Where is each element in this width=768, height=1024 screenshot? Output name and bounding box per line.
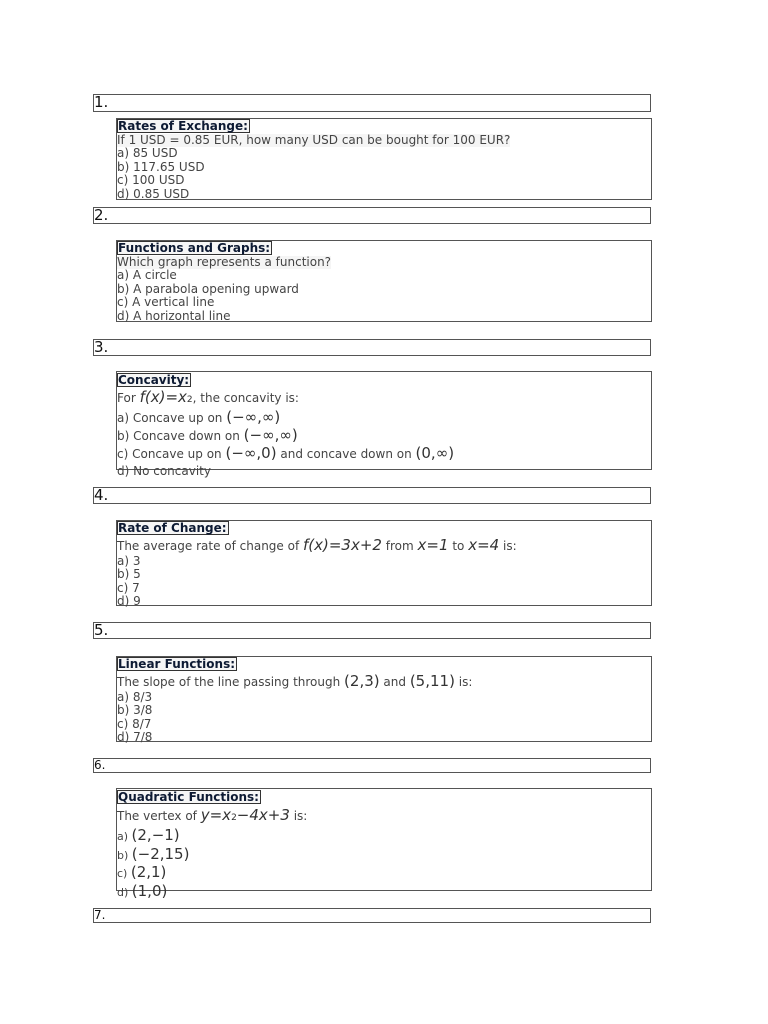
question-number-box-3 [93, 339, 651, 356]
math-expression: (5,11) [409, 671, 455, 690]
math-expression: (0,∞) [415, 444, 455, 462]
math-expression: (2,−1) [131, 826, 180, 844]
question-prompt: Which graph represents a function? [117, 254, 332, 269]
question-number-box-7 [93, 908, 651, 923]
option-b: b) 3/8 [117, 703, 153, 717]
option-b: b) 5 [117, 567, 141, 581]
option-c: c) 100 USD [117, 173, 185, 187]
option-a: a) (2,−1) [117, 826, 180, 844]
option-d: d) 7/8 [117, 730, 153, 744]
math-expression: f(x)=x2 [139, 388, 193, 406]
option-a: a) 3 [117, 553, 141, 568]
math-expression: (1,0) [131, 881, 168, 900]
option-c: c) 7 [117, 580, 140, 595]
math-expression: (2,3) [344, 671, 380, 690]
math-expression: (−∞,∞) [243, 426, 298, 444]
math-expression: y=x2−4x+3 [200, 805, 290, 824]
option-d: d) 0.85 USD [117, 186, 190, 201]
question-title: Linear Functions: [118, 657, 236, 671]
option-c: c) (2,1) [117, 863, 167, 881]
question-box-6 [116, 788, 652, 900]
option-d: d) 9 [117, 594, 141, 608]
question-number-box-6 [93, 758, 651, 773]
option-d: d) A horizontal line [117, 308, 231, 323]
question-title: Quadratic Functions: [118, 790, 259, 804]
question-number-box-4 [93, 487, 651, 504]
question-title: Functions and Graphs: [118, 241, 271, 255]
option-a: a) Concave up on (−∞,∞) [117, 408, 281, 426]
option-b: b) A parabola opening upward [117, 281, 299, 296]
math-expression: x=4 [468, 535, 500, 554]
option-b: b) (−2,15) [117, 844, 190, 863]
option-b: b) 117.65 USD [117, 159, 205, 174]
question-number: 1. [94, 93, 109, 111]
question-box-5 [116, 656, 652, 742]
question-number-box-5 [93, 622, 651, 639]
math-expression: x=1 [417, 535, 449, 554]
math-expression: (2,1) [130, 863, 167, 881]
option-c: c) Concave up on (−∞,0) and concave down on (0,∞) [117, 444, 455, 462]
option-a: a) 85 USD [117, 146, 178, 160]
question-number: 5. [94, 621, 109, 639]
question-prompt: For f(x)=x2, the concavity is: [117, 388, 299, 406]
option-c: c) A vertical line [117, 295, 215, 309]
math-expression: (−2,15) [131, 844, 190, 863]
option-c: c) 8/7 [117, 716, 152, 731]
question-box-4 [116, 520, 652, 606]
question-number: 4. [94, 486, 109, 504]
question-number: 3. [94, 338, 109, 356]
option-d: d) No concavity [117, 464, 211, 478]
question-number-box-2 [93, 207, 651, 224]
question-title: Concavity: [118, 373, 190, 387]
question-prompt: The slope of the line passing through (2,3) and (5,11) is: [117, 671, 473, 690]
question-box-2 [116, 240, 652, 322]
question-prompt: The vertex of y=x2−4x+3 is: [117, 805, 308, 824]
question-box-1 [116, 118, 652, 200]
question-prompt: The average rate of change of f(x)=3x+2 from x=1 to x=4 is: [117, 535, 517, 554]
question-prompt: If 1 USD = 0.85 EUR, how many USD can be bought for 100 EUR? [117, 132, 511, 147]
option-b: b) Concave down on (−∞,∞) [117, 426, 298, 444]
option-a: a) A circle [117, 268, 177, 282]
question-title: Rates of Exchange: [118, 119, 248, 133]
question-number-box-1 [93, 94, 651, 112]
question-box-3 [116, 371, 652, 478]
question-title: Rate of Change: [118, 521, 227, 535]
question-number: 7. [94, 908, 106, 922]
question-number: 2. [94, 206, 109, 224]
math-expression: (−∞,∞) [226, 408, 281, 426]
question-number: 6. [94, 758, 106, 772]
option-a: a) 8/3 [117, 689, 153, 704]
math-expression: f(x)=3x+2 [303, 535, 382, 554]
option-d: d) (1,0) [117, 881, 168, 900]
math-expression: (−∞,0) [225, 444, 277, 462]
